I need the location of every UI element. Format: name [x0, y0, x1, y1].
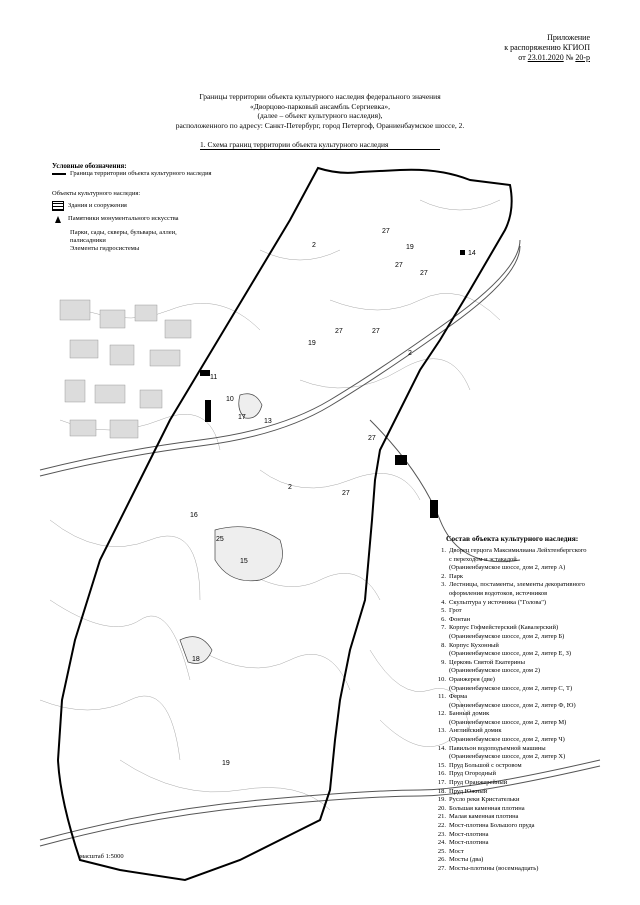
composition-item-number: 8. [441, 641, 446, 649]
composition-item-number: 23. [437, 830, 446, 838]
composition-item-text: (Ораниенбаумское шоссе, дом 2, литер М) [449, 718, 567, 726]
composition-item-text: Мосты-плотины (восемнадцать) [449, 864, 539, 872]
composition-item [432, 865, 632, 874]
composition-item [432, 822, 632, 831]
composition-item-text: Пруд Южный [449, 787, 488, 795]
composition-item-text: (Ораниенбаумское шоссе, дом 2, литер А) [449, 564, 566, 572]
composition-item-number: 22. [437, 822, 446, 829]
composition-item-text: Мосты (два) [449, 856, 484, 864]
composition-item [432, 796, 632, 805]
composition-item [432, 762, 632, 771]
composition-list [432, 534, 632, 874]
composition-item [432, 779, 632, 788]
composition-item-text: Мост-плотина Большого пруда [449, 822, 535, 829]
appendix-label: Приложение [547, 33, 590, 42]
composition-item-text: Парк [449, 572, 463, 580]
composition-items [432, 547, 632, 874]
legend-boundary [52, 170, 252, 178]
composition-item-number: 20. [437, 804, 446, 812]
map-scale: масштаб 1:5000 [80, 853, 124, 860]
composition-item-number: 17. [437, 779, 446, 787]
composition-item [432, 676, 632, 685]
composition-item-text: Скульптура у источника ("Голова") [449, 598, 547, 606]
composition-item [432, 831, 632, 840]
composition-item-text: Фонтан [449, 615, 471, 623]
composition-item [432, 856, 632, 865]
composition-item-text: Дворец герцога Максимилиана Лейхтенбергского [449, 547, 587, 554]
map-label-27: 27 [420, 270, 428, 277]
map-legend [52, 162, 252, 253]
map-label-2: 2 [288, 484, 292, 491]
composition-item-number: 10. [437, 675, 446, 683]
composition-item-text: Банный домик [449, 710, 490, 718]
legend-title: Условные обозначения: [52, 162, 127, 170]
document-title [0, 92, 640, 130]
composition-item-text: с переходом и эстакадой [449, 555, 517, 563]
composition-item-number: 25. [437, 847, 446, 855]
composition-item-text: Пруд Оранжерейный [449, 779, 508, 787]
map-label-27: 27 [372, 328, 380, 335]
composition-item-text: (Ораниенбаумское шоссе, дом 2, литер Ф, Ю) [449, 701, 576, 709]
composition-item [432, 788, 632, 797]
map-label-17: 17 [238, 414, 246, 421]
map-label-13: 13 [264, 418, 272, 425]
composition-item [432, 659, 632, 668]
building-markers [200, 250, 465, 518]
map-label-2: 2 [312, 242, 316, 249]
composition-item-text: Пруд Большой с островом [449, 761, 522, 769]
map-label-10: 10 [226, 396, 234, 403]
composition-item-number: 2. [441, 572, 446, 580]
composition-item-number: 12. [437, 710, 446, 718]
composition-item [432, 753, 632, 762]
composition-item-text: Большая каменная плотина [449, 804, 525, 812]
ponds [180, 394, 283, 664]
composition-item-number: 21. [437, 813, 446, 821]
composition-item-number: 14. [437, 744, 446, 752]
composition-item-number: 9. [441, 658, 446, 666]
composition-item [432, 770, 632, 779]
map-label-27: 27 [335, 328, 343, 335]
composition-item [432, 633, 632, 642]
order-date-line [504, 53, 590, 63]
map-label-19: 19 [222, 760, 230, 767]
composition-item [432, 616, 632, 625]
composition-item-number: 11. [438, 693, 446, 701]
composition-item [432, 736, 632, 745]
composition-item-text: Ферма [449, 693, 468, 701]
map-label-11: 11 [210, 374, 218, 381]
legend-parks-label: Парки, сады, скверы, бульвары, аллеи, палисадники [70, 229, 177, 244]
composition-item [432, 805, 632, 814]
composition-item [432, 710, 632, 719]
composition-item-text: (Ораниенбаумское шоссе, дом 2, литер Б) [449, 632, 565, 640]
map-label-25: 25 [216, 536, 224, 543]
composition-item [432, 581, 632, 590]
composition-item [432, 547, 632, 556]
composition-item-number: 15. [437, 761, 446, 769]
composition-item-number: 7. [441, 624, 446, 632]
legend-monuments-label: Памятники монументального искусства [68, 215, 179, 222]
composition-item-text: (Ораниенбаумское шоссе, дом 2, литер Х) [449, 753, 566, 761]
appendix-header [504, 33, 590, 63]
composition-item-text: Церковь Святой Екатерины [449, 658, 526, 666]
composition-item-text: Мост-плотина [449, 839, 489, 847]
legend-buildings-label: Здания и сооружения [68, 202, 127, 209]
composition-item-number: 27. [437, 864, 446, 872]
map-label-19: 19 [308, 340, 316, 347]
composition-item-text: Русло реки Кристательки [449, 796, 520, 804]
map-label-27: 27 [395, 262, 403, 269]
date-prefix: от [518, 53, 526, 62]
composition-item-text: Корпус Кухонный [449, 641, 499, 649]
legend-monuments [52, 215, 252, 223]
order-number: 20-р [575, 53, 590, 62]
composition-item-number: 13. [437, 727, 446, 735]
composition-item [432, 590, 632, 599]
composition-item-text: Малая каменная плотина [449, 813, 519, 821]
composition-item-text: Грот [449, 607, 462, 615]
composition-item-number: 24. [437, 839, 446, 847]
composition-item [432, 650, 632, 659]
composition-item [432, 607, 632, 616]
composition-item [432, 813, 632, 822]
map-label-27: 27 [342, 490, 350, 497]
map-label-19: 19 [406, 244, 414, 251]
map-label-2: 2 [408, 350, 412, 357]
composition-item [432, 693, 632, 702]
map-label-27: 27 [368, 435, 376, 442]
composition-item-number: 18. [437, 787, 446, 795]
composition-item [432, 702, 632, 711]
composition-item [432, 624, 632, 633]
composition-item [432, 839, 632, 848]
title-line-1: Границы территории объекта культурного наследия федерального значения [199, 92, 441, 101]
composition-item-number: 3. [441, 581, 446, 589]
composition-item-text: (Ораниенбаумское шоссе, дом 2) [449, 667, 540, 675]
composition-item-text: Пруд Огородный [449, 770, 497, 778]
composition-item-number: 5. [441, 607, 446, 615]
composition-item [432, 685, 632, 694]
composition-item-text: Павильон водоподъемной машины [449, 744, 546, 752]
composition-item-text: Мост-плотина [449, 830, 489, 838]
composition-item-number: 6. [441, 615, 446, 623]
title-line-4: расположенного по адресу: Санкт-Петербург, город Петергоф, Ораниенбаумское шоссе, 2. [175, 120, 465, 130]
map-label-16: 16 [190, 512, 198, 519]
order-reference: к распоряжению КГИОП [504, 43, 590, 52]
composition-item-number: 1. [441, 547, 446, 554]
composition-item-text: Мост [449, 847, 464, 855]
composition-item-text: (Ораниенбаумское шоссе, дом 2, литер Е, З) [449, 650, 572, 658]
legend-boundary-label: Граница территории объекта культурного наследия [70, 170, 212, 177]
monument-triangle-icon [55, 216, 61, 223]
composition-title: Состав объекта культурного наследия: [446, 534, 579, 543]
title-line-2: «Дворцово-парковый ансамбль Сергиевка», [249, 101, 391, 111]
order-date: 23.01.2020 [527, 53, 564, 62]
composition-item [432, 573, 632, 582]
composition-item-text: (Ораниенбаумское шоссе, дом 2, литер С, Т) [449, 684, 573, 692]
composition-item [432, 848, 632, 857]
composition-item [432, 556, 632, 565]
legend-buildings [52, 201, 252, 211]
building-hatch-icon [52, 201, 64, 211]
composition-item [432, 719, 632, 728]
composition-item [432, 667, 632, 676]
map-label-27: 27 [382, 228, 390, 235]
composition-item-text: Английский домик [449, 727, 502, 735]
boundary-line-icon [52, 173, 66, 175]
title-line-3: (далее – объект культурного наследия), [257, 111, 383, 120]
composition-item [432, 642, 632, 651]
composition-item-number: 19. [437, 796, 446, 804]
composition-item [432, 745, 632, 754]
composition-item-text: оформления водотоков, источников [449, 589, 548, 597]
legend-hydro-label: Элементы гидросистемы [70, 245, 140, 252]
composition-item-text: (Ораниенбаумское шоссе, дом 2, литер Ч) [449, 736, 565, 744]
composition-item-number: 16. [437, 770, 446, 778]
composition-item [432, 599, 632, 608]
composition-item-text: Лестницы, постаменты, элементы декоративного [449, 581, 585, 589]
composition-item [432, 727, 632, 736]
map-label-18: 18 [192, 656, 200, 663]
composition-item-number: 26. [437, 856, 446, 864]
legend-objects-heading: Объекты культурного наследия: [52, 190, 141, 197]
composition-item-text: Корпус Гофмейстерский (Кавалерский) [449, 624, 559, 632]
number-prefix: № [565, 53, 574, 62]
composition-item-number: 4. [441, 598, 446, 606]
composition-item-text: Оранжерея (две) [449, 675, 495, 683]
map-label-14: 14 [468, 250, 476, 257]
section-heading: 1. Схема границ территории объекта культурного наследия [200, 140, 440, 150]
map-label-15: 15 [240, 558, 248, 565]
composition-item [432, 564, 632, 573]
